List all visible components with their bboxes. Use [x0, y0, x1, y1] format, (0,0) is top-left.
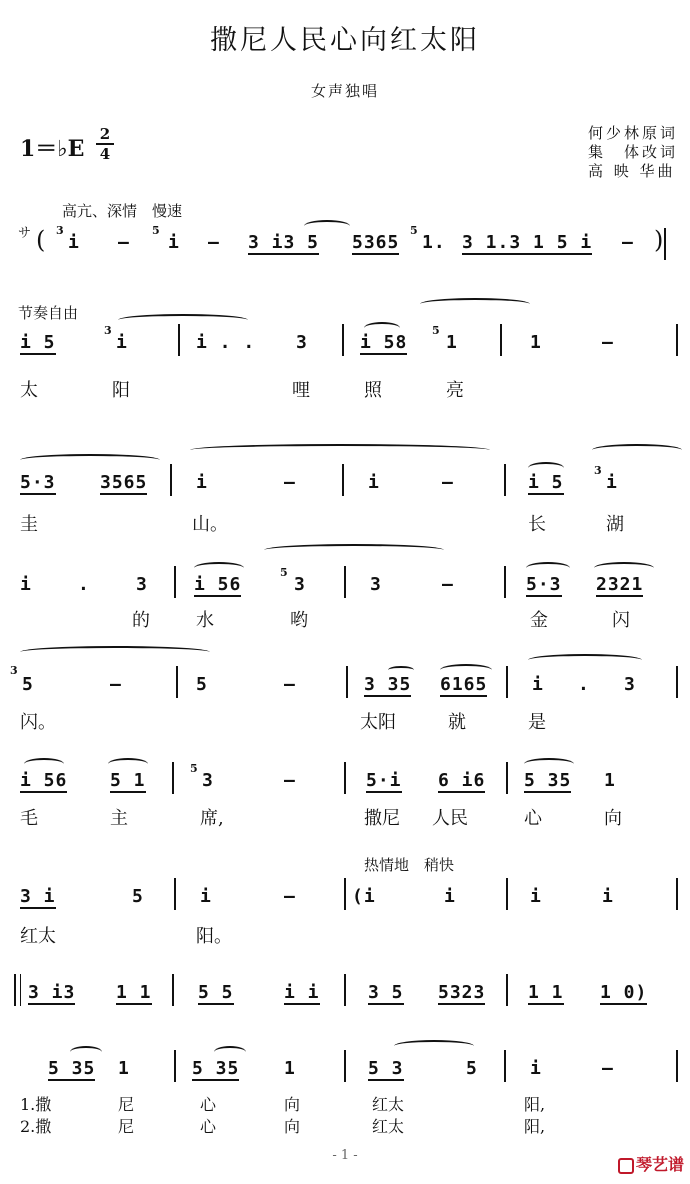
- lyric: 湖: [606, 514, 624, 535]
- site-logo: [618, 1152, 684, 1175]
- note-group: 5323: [438, 982, 486, 1003]
- note-group: i 58: [360, 332, 408, 353]
- lyric-verse-2: 2.撒: [20, 1117, 52, 1136]
- note: –: [118, 232, 130, 253]
- note: –: [602, 1058, 614, 1079]
- lyric: 席,: [200, 808, 224, 829]
- lyric: 太阳: [360, 712, 396, 733]
- note: i: [530, 886, 542, 907]
- note-group: 5 1: [110, 770, 146, 791]
- note-group: 1 0): [600, 982, 648, 1003]
- note: 5: [22, 674, 34, 695]
- time-signature: [96, 126, 114, 162]
- lyric-verse-2: 红太: [372, 1117, 405, 1136]
- note: 3: [202, 770, 214, 791]
- note: 1: [118, 1058, 130, 1079]
- note: .: [78, 574, 90, 595]
- note: 3: [296, 332, 308, 353]
- note: i: [68, 232, 80, 253]
- note: i . .: [196, 332, 256, 353]
- staff-1: i 5 3 i i . . 3 i 58 5 1 1 – 太 阳 哩 照 亮: [0, 318, 690, 428]
- note: i: [530, 1058, 542, 1079]
- lyric-verse-1: 尼: [118, 1095, 135, 1114]
- lyric: 山。: [192, 514, 228, 535]
- note: –: [284, 674, 296, 695]
- paren-close: ): [654, 226, 664, 254]
- note: 5: [196, 674, 208, 695]
- key-signature: 1＝♭E: [20, 136, 85, 162]
- note: (i: [352, 886, 376, 907]
- direction-intro: 高亢、深情 慢速: [62, 202, 183, 220]
- lyric-verse-1: 心: [200, 1095, 217, 1114]
- note: –: [284, 886, 296, 907]
- page-title: 撒尼人民心向红太阳: [210, 25, 480, 56]
- credit-composer: 高 映 华曲: [588, 162, 676, 180]
- logo-icon: [618, 1158, 634, 1174]
- lyric: 亮: [446, 380, 464, 401]
- staff-8: [0, 1044, 690, 1144]
- lyric: 的: [132, 610, 150, 631]
- note-group: i 5: [528, 472, 564, 493]
- note: .: [578, 674, 590, 695]
- credits: [588, 124, 678, 181]
- lyric: 金: [530, 610, 548, 631]
- note: –: [622, 232, 634, 253]
- note: 5: [132, 886, 144, 907]
- note-group: i i: [284, 982, 320, 1003]
- staff-2: 5·3 3565 i – i – i 5 3 i 圭 山。 长 湖: [0, 460, 690, 570]
- lyric: 毛: [20, 808, 38, 829]
- logo-text: 琴艺谱: [636, 1155, 685, 1174]
- lyric: 心: [524, 808, 542, 829]
- lyric-verse-1: 1.撒: [20, 1095, 52, 1114]
- lyric-verse-1: 阳,: [524, 1095, 546, 1114]
- lyric: 哩: [292, 380, 310, 401]
- page-number: - 1 -: [332, 1148, 358, 1163]
- subtitle: 女声独唱: [310, 82, 379, 100]
- lyric: 是: [528, 712, 546, 733]
- note-group: 3 35: [364, 674, 412, 695]
- lyric: 长: [528, 514, 546, 535]
- note: 1.: [422, 232, 446, 253]
- note-group: 5 5: [198, 982, 234, 1003]
- lyric: 水: [196, 610, 214, 631]
- lyric: 闪。: [20, 712, 56, 733]
- note: 5: [466, 1058, 478, 1079]
- lyric-verse-1: 红太: [372, 1095, 405, 1114]
- note-group: i 56: [194, 574, 242, 595]
- note-group: i 5: [20, 332, 56, 353]
- note-group: 3 1.3 1 5 i: [462, 232, 593, 253]
- note-group: 5 3: [368, 1058, 404, 1079]
- note: 1: [530, 332, 542, 353]
- note-group: 3565: [100, 472, 148, 493]
- paren-open: (: [36, 226, 46, 254]
- note-group: 5 35: [524, 770, 572, 791]
- lyric: 阳: [112, 380, 130, 401]
- note: i: [602, 886, 614, 907]
- note-group: 5 35: [48, 1058, 96, 1079]
- lyric: 红太: [20, 926, 56, 947]
- lyric: 就: [448, 712, 466, 733]
- note: –: [442, 472, 454, 493]
- note-group: 5·3: [20, 472, 56, 493]
- note: i: [532, 674, 544, 695]
- staff-3: i . 3 i 56 5 3 3 – 5·3 2321 的 水 哟 金 闪: [0, 560, 690, 670]
- lyric: 人民: [432, 808, 468, 829]
- note: i: [444, 886, 456, 907]
- staff-6: [0, 872, 690, 982]
- free-meter-mark: サ: [18, 226, 32, 241]
- note: i: [168, 232, 180, 253]
- note-group: 5365: [352, 232, 400, 253]
- note: –: [284, 770, 296, 791]
- note: 1: [446, 332, 458, 353]
- note-group: 2321: [596, 574, 644, 595]
- direction-free: 节奏自由: [18, 304, 79, 322]
- note: i: [116, 332, 128, 353]
- direction-lively: 热情地 稍快: [364, 856, 455, 874]
- lyric-verse-2: 心: [200, 1117, 217, 1136]
- note: i: [368, 472, 380, 493]
- note: 1: [284, 1058, 296, 1079]
- note-group: 3 i3: [28, 982, 76, 1003]
- lyric-verse-2: 向: [284, 1117, 301, 1136]
- note-group: 6165: [440, 674, 488, 695]
- note-group: 5·3: [526, 574, 562, 595]
- time-bottom: 4: [99, 145, 111, 163]
- note-group: 3 i: [20, 886, 56, 907]
- lyric: 哟: [290, 610, 308, 631]
- staff-5: i 56 5 1 5 3 – 5·i 6 i6 5 35 1 毛 主 席, 撒尼 人民 心 向: [0, 756, 690, 866]
- lyric-verse-2: 阳,: [524, 1117, 546, 1136]
- note: –: [442, 574, 454, 595]
- lyric: 向: [604, 808, 622, 829]
- note-group: i 56: [20, 770, 68, 791]
- note-group: 3 i3 5: [248, 232, 320, 253]
- note: 3: [136, 574, 148, 595]
- note-group: 5·i: [366, 770, 402, 791]
- credit-lyricist-adapted: 集 体改词: [588, 143, 679, 161]
- note: i: [200, 886, 212, 907]
- staff-4: 3 5 – 5 – 3 35 6165 i . 3 闪。 太阳 就 是: [0, 658, 690, 768]
- lyric-verse-2: 尼: [118, 1117, 135, 1136]
- lyric-verse-1: 向: [284, 1095, 301, 1114]
- note-group: 3 5: [368, 982, 404, 1003]
- staff-0: ( 3 i – 5 i – 3 i3 5 5365 5 1. 3 1.3 1 5 i – ): [0, 220, 690, 330]
- lyric: 圭: [20, 514, 38, 535]
- note-group: 6 i6: [438, 770, 486, 791]
- lyric: 闪: [612, 610, 630, 631]
- note: –: [208, 232, 220, 253]
- note: 3: [294, 574, 306, 595]
- note: –: [284, 472, 296, 493]
- note: 3: [370, 574, 382, 595]
- lyric: 太: [20, 380, 38, 401]
- credit-lyricist-original: 何少林原词: [588, 124, 679, 142]
- note-group: 1 1: [116, 982, 152, 1003]
- note-group: 5 35: [192, 1058, 240, 1079]
- note: i: [20, 574, 32, 595]
- note: i: [196, 472, 208, 493]
- lyric: 主: [110, 808, 128, 829]
- lyric: 阳。: [196, 926, 232, 947]
- lyric: 照: [364, 380, 382, 401]
- note: 1: [604, 770, 616, 791]
- note-group: 1 1: [528, 982, 564, 1003]
- note: 3: [624, 674, 636, 695]
- lyric: 撒尼: [364, 808, 400, 829]
- note: –: [602, 332, 614, 353]
- note: i: [606, 472, 618, 493]
- note: –: [110, 674, 122, 695]
- time-top: 2: [99, 125, 111, 143]
